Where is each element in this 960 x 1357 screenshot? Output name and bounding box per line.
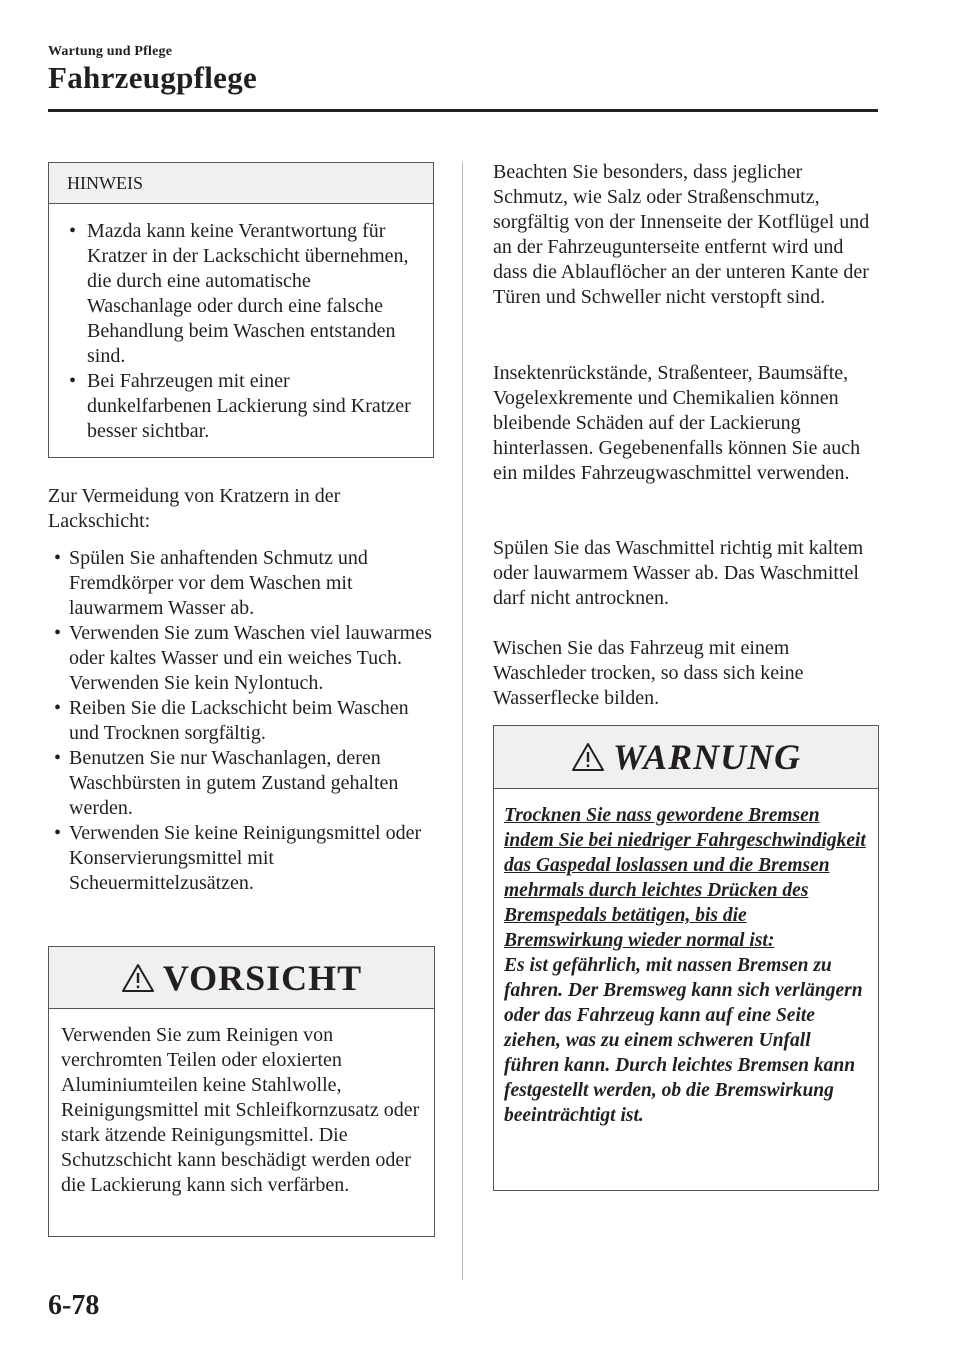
caution-title: VORSICHT (162, 957, 363, 998)
paragraph: Spülen Sie das Waschmittel richtig mit kaltem oder lauwarmem Wasser ab. Das Waschmittel darf nicht antrocknen. (493, 537, 864, 609)
warning-text (494, 789, 878, 1128)
caution-box (48, 946, 435, 1237)
note-item: • Bei Fahrzeugen mit einer dunkelfarbenen Lackierung sind Kratzer besser sichtbar. (69, 370, 411, 442)
title-rule (48, 109, 878, 112)
list-item: • Benutzen Sie nur Waschanlagen, deren Waschbürsten in gutem Zustand gehalten werden. (54, 747, 399, 819)
intro-paragraph: Zur Vermeidung von Kratzern in der Lackschicht: (48, 485, 341, 532)
warning-triangle-icon (121, 963, 155, 993)
scratch-tips-list (48, 546, 438, 896)
list-item: • Spülen Sie anhaftenden Schmutz und Fremdkörper vor dem Waschen mit lauwarmem Wasser ab. (54, 547, 368, 619)
warning-lead: Trocknen Sie nass gewordene Bremsen indem Sie bei niedriger Fahrgeschwindigkeit das Gaspedal loslassen und die Bremsen mehrmals durch leichtes Drücken des Bremspedals betätigen, bis die Bremswirkung wieder normal ist: (504, 805, 866, 951)
warning-triangle-icon (571, 742, 605, 772)
page-title: Fahrzeugpflege (48, 60, 258, 95)
caution-header (49, 947, 434, 1009)
note-box (48, 162, 434, 458)
warning-header (494, 726, 878, 789)
warning-title: WARNUNG (612, 737, 802, 777)
paragraph: Insektenrückstände, Straßenteer, Baumsäfte, Vogelexkremente und Chemikalien können bleibende Schäden auf der Lackierung hinterlassen. Gegebenenfalls können Sie auch ein mildes Fahrzeugwaschmittel verwenden. (493, 362, 861, 484)
note-title: HINWEIS (67, 173, 143, 193)
note-list (49, 204, 433, 444)
list-item: • Verwenden Sie keine Reinigungsmittel oder Konservierungsmittel mit Scheuermittelzusätzen. (54, 822, 422, 894)
paragraph: Wischen Sie das Fahrzeug mit einem Waschleder trocken, so dass sich keine Wasserflecke bilden. (493, 637, 804, 709)
note-header (49, 163, 433, 204)
section-label: Wartung und Pflege (48, 44, 173, 59)
warning-box (493, 725, 879, 1191)
caution-text: Verwenden Sie zum Reinigen von verchromten Teilen oder eloxierten Aluminiumteilen keine Stahlwolle, Reinigungsmittel mit Schleifkornzusatz oder stark ätzende Reinigungsmittel. Die Schutzschicht kann beschädigt werden oder die Lackierung kann sich verfärben. (61, 1024, 420, 1196)
warning-body: Es ist gefährlich, mit nassen Bremsen zu fahren. Der Bremsweg kann sich verlängern oder das Fahrzeug kann auf eine Seite ziehen, was zu einem schweren Unfall führen kann. Durch leichtes Bremsen kann festgestellt werden, ob die Bremswirkung beeinträchtigt ist. (504, 955, 863, 1126)
page-number: 6-78 (48, 1290, 100, 1321)
list-item: • Verwenden Sie zum Waschen viel lauwarmes oder kaltes Wasser und ein weiches Tuch. Verwenden Sie kein Nylontuch. (54, 622, 432, 694)
column-divider (462, 162, 463, 1280)
list-item: • Reiben Sie die Lackschicht beim Waschen und Trocknen sorgfältig. (54, 697, 409, 744)
paragraph: Beachten Sie besonders, dass jeglicher Schmutz, wie Salz oder Straßenschmutz, sorgfältig von der Innenseite der Kotflügel und an der Fahrzeugunterseite entfernt wird und dass die Ablauflöcher an der unteren Kante der Türen und Schweller nicht verstopft sind. (493, 161, 870, 308)
note-item: • Mazda kann keine Verantwortung für Kratzer in der Lackschicht übernehmen, die durch eine automatische Waschanlage oder durch eine falsche Behandlung beim Waschen entstanden sind. (69, 220, 409, 367)
